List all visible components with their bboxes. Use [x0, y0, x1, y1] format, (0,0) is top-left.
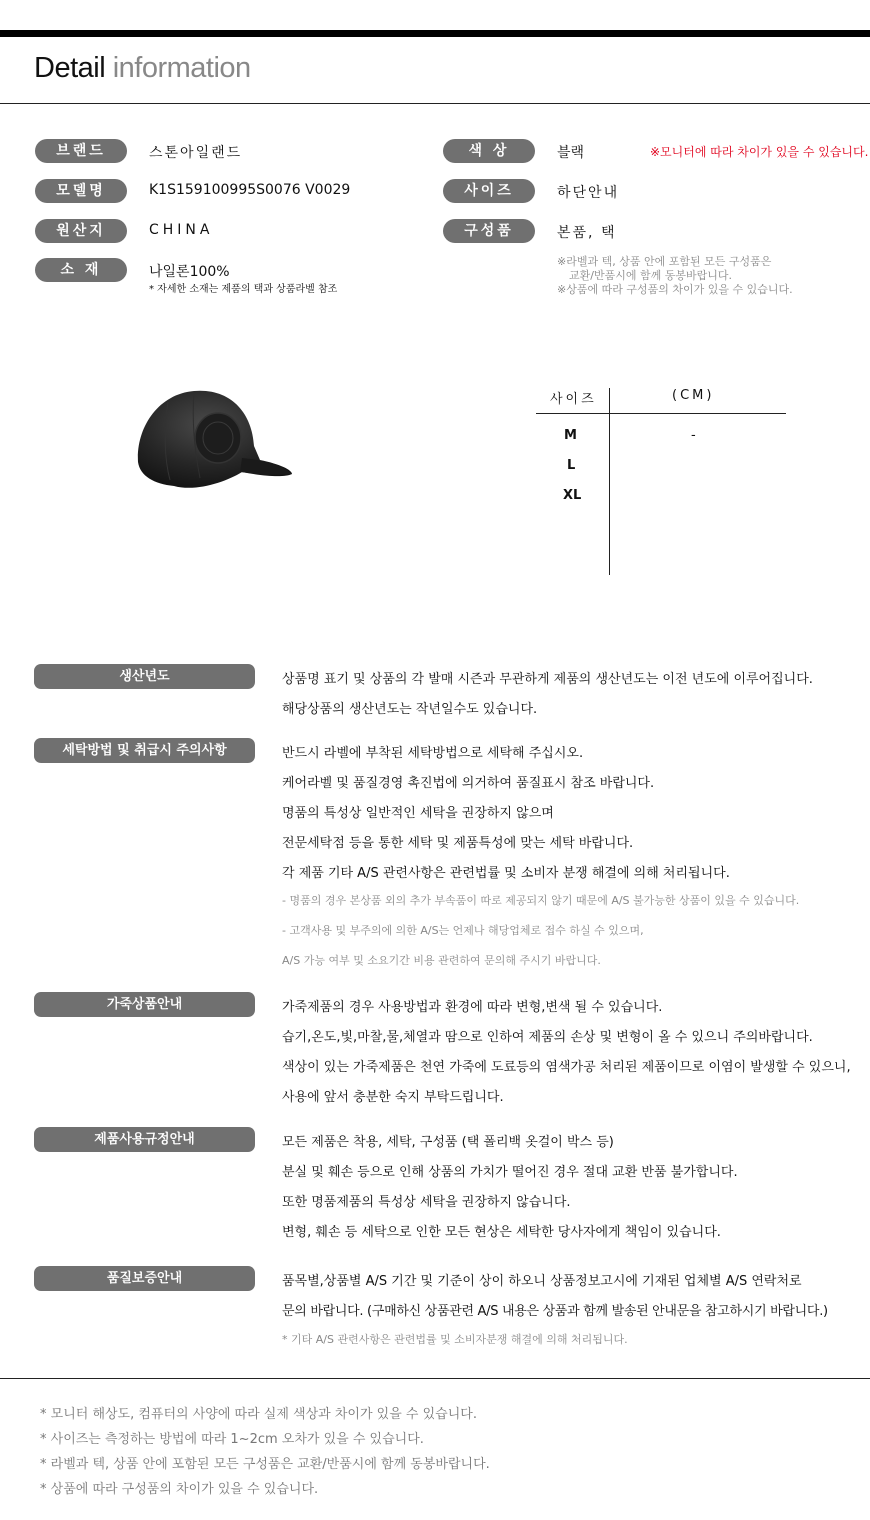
- section-leather-line: 습기,온도,빛,마찰,물,체열과 땀으로 인하여 제품의 손상 및 변형이 올 수 있으니 주의바랍니다.: [282, 1030, 813, 1045]
- size-row-l: L: [567, 458, 576, 473]
- section-washing-sub: - 고객사용 및 부주의에 의한 A/S는 언제나 해당업체로 접수 하실 수 있으며,: [282, 924, 644, 937]
- color-monitor-note: ※모니터에 따라 차이가 있을 수 있습니다.: [650, 145, 869, 159]
- size-table-divider: [536, 413, 786, 414]
- components-value: 본품, 택: [557, 225, 617, 241]
- section-washing-line: 반드시 라벨에 부착된 세탁방법으로 세탁해 주십시오.: [282, 746, 584, 761]
- section-leather-line: 사용에 앞서 충분한 숙지 부탁드립니다.: [282, 1090, 504, 1105]
- size-table-column-divider: [609, 388, 610, 575]
- section-usage-label: 제품사용규정안내: [34, 1127, 255, 1152]
- section-washing-sub: - 명품의 경우 본상품 외의 추가 부속품이 따로 제공되지 않기 때문에 A/S 불가능한 상품이 있을 수 있습니다.: [282, 894, 800, 907]
- section-production-line: 상품명 표기 및 상품의 각 발매 시즌과 무관하게 제품의 생산년도는 이전 년도에 이루어집니다.: [282, 672, 813, 687]
- top-bar: [0, 30, 870, 37]
- size-label: 사이즈: [443, 179, 535, 203]
- model-label: 모델명: [35, 179, 127, 203]
- footer-note: * 사이즈는 측정하는 방법에 따라 1~2cm 오차가 있을 수 있습니다.: [40, 1432, 424, 1447]
- size-table-header-size: 사이즈: [550, 392, 597, 407]
- size-table: [536, 385, 786, 575]
- section-washing-line: 케어라벨 및 품질경영 촉진법에 의거하여 품질표시 참조 바랍니다.: [282, 776, 655, 791]
- size-value-m: -: [691, 428, 696, 443]
- title-word-information: information: [112, 52, 251, 84]
- section-usage-line: 또한 명품제품의 특성상 세탁을 권장하지 않습니다.: [282, 1195, 571, 1210]
- section-usage-line: 변형, 훼손 등 세탁으로 인한 모든 현상은 세탁한 당사자에게 책임이 있습니다.: [282, 1225, 721, 1240]
- size-table-header-cm: (CM): [672, 388, 715, 403]
- color-value: 블랙: [557, 145, 585, 161]
- components-note: [557, 255, 857, 297]
- footer-note: * 상품에 따라 구성품의 차이가 있을 수 있습니다.: [40, 1482, 319, 1497]
- section-leather-line: 가죽제품의 경우 사용방법과 환경에 따라 변형,변색 될 수 있습니다.: [282, 1000, 663, 1015]
- brand-label: 브랜드: [35, 139, 127, 163]
- section-warranty-label: 품질보증안내: [34, 1266, 255, 1291]
- model-value: K1S159100995S0076 V0029: [149, 182, 351, 198]
- section-usage-line: 분실 및 훼손 등으로 인해 상품의 가치가 떨어진 경우 절대 교환 반품 불가합니다.: [282, 1165, 738, 1180]
- origin-value: CHINA: [149, 222, 214, 238]
- section-production-line: 해당상품의 생산년도는 작년일수도 있습니다.: [282, 702, 538, 717]
- section-warranty-sub: * 기타 A/S 관련사항은 관련법률 및 소비자분쟁 해결에 의해 처리됩니다.: [282, 1333, 628, 1346]
- section-leather-label: 가죽상품안내: [34, 992, 255, 1017]
- page-title: [34, 52, 251, 85]
- material-label: 소 재: [35, 258, 127, 282]
- origin-label: 원산지: [35, 219, 127, 243]
- section-production-label: 생산년도: [34, 664, 255, 689]
- material-note: * 자세한 소재는 제품의 택과 상품라벨 참조: [149, 284, 338, 295]
- footer-divider: [0, 1378, 870, 1379]
- footer-note: * 라벨과 텍, 상품 안에 포함된 모든 구성품은 교환/반품시에 함께 동봉바랍니다.: [40, 1457, 490, 1472]
- color-label: 색 상: [443, 139, 535, 163]
- size-row-xl: XL: [563, 488, 582, 503]
- footer-note: * 모니터 해상도, 컴퓨터의 사양에 따라 실제 색상과 차이가 있을 수 있습니다.: [40, 1407, 477, 1422]
- components-note-line: 교환/반품시에 함께 동봉바랍니다.: [569, 269, 732, 282]
- components-note-line: ※라벨과 텍, 상품 안에 포함된 모든 구성품은: [557, 255, 772, 268]
- material-value: 나일론100%: [149, 264, 230, 280]
- section-washing-sub: A/S 가능 여부 및 소요기간 비용 관련하여 문의해 주시기 바랍니다.: [282, 954, 601, 967]
- components-label: 구성품: [443, 219, 535, 243]
- title-word-detail: Detail: [34, 52, 106, 84]
- product-cap-image: [134, 388, 296, 492]
- section-washing-line: 명품의 특성상 일반적인 세탁을 권장하지 않으며: [282, 806, 554, 821]
- section-washing-label: 세탁방법 및 취급시 주의사항: [34, 738, 255, 763]
- header-divider: [0, 103, 870, 104]
- components-note-line: ※상품에 따라 구성품의 차이가 있을 수 있습니다.: [557, 283, 793, 296]
- section-washing-line: 각 제품 기타 A/S 관련사항은 관련법률 및 소비자 분쟁 해결에 의해 처리됩니다.: [282, 866, 730, 881]
- brand-value: 스톤아일랜드: [149, 145, 243, 161]
- size-value: 하단안내: [557, 185, 620, 201]
- size-row-m: M: [564, 428, 577, 443]
- section-usage-line: 모든 제품은 착용, 세탁, 구성품 (택 폴리백 옷걸이 박스 등): [282, 1135, 614, 1150]
- section-warranty-line: 문의 바랍니다. (구매하신 상품관련 A/S 내용은 상품과 함께 발송된 안내문을 참고하시기 바랍니다.): [282, 1304, 828, 1319]
- section-leather-line: 색상이 있는 가죽제품은 천연 가죽에 도료등의 염색가공 처리된 제품이므로 이염이 발생할 수 있으니,: [282, 1060, 851, 1075]
- section-warranty-line: 품목별,상품별 A/S 기간 및 기준이 상이 하오니 상품정보고시에 기재된 업체별 A/S 연락처로: [282, 1274, 802, 1289]
- section-washing-line: 전문세탁점 등을 통한 세탁 및 제품특성에 맞는 세탁 바랍니다.: [282, 836, 634, 851]
